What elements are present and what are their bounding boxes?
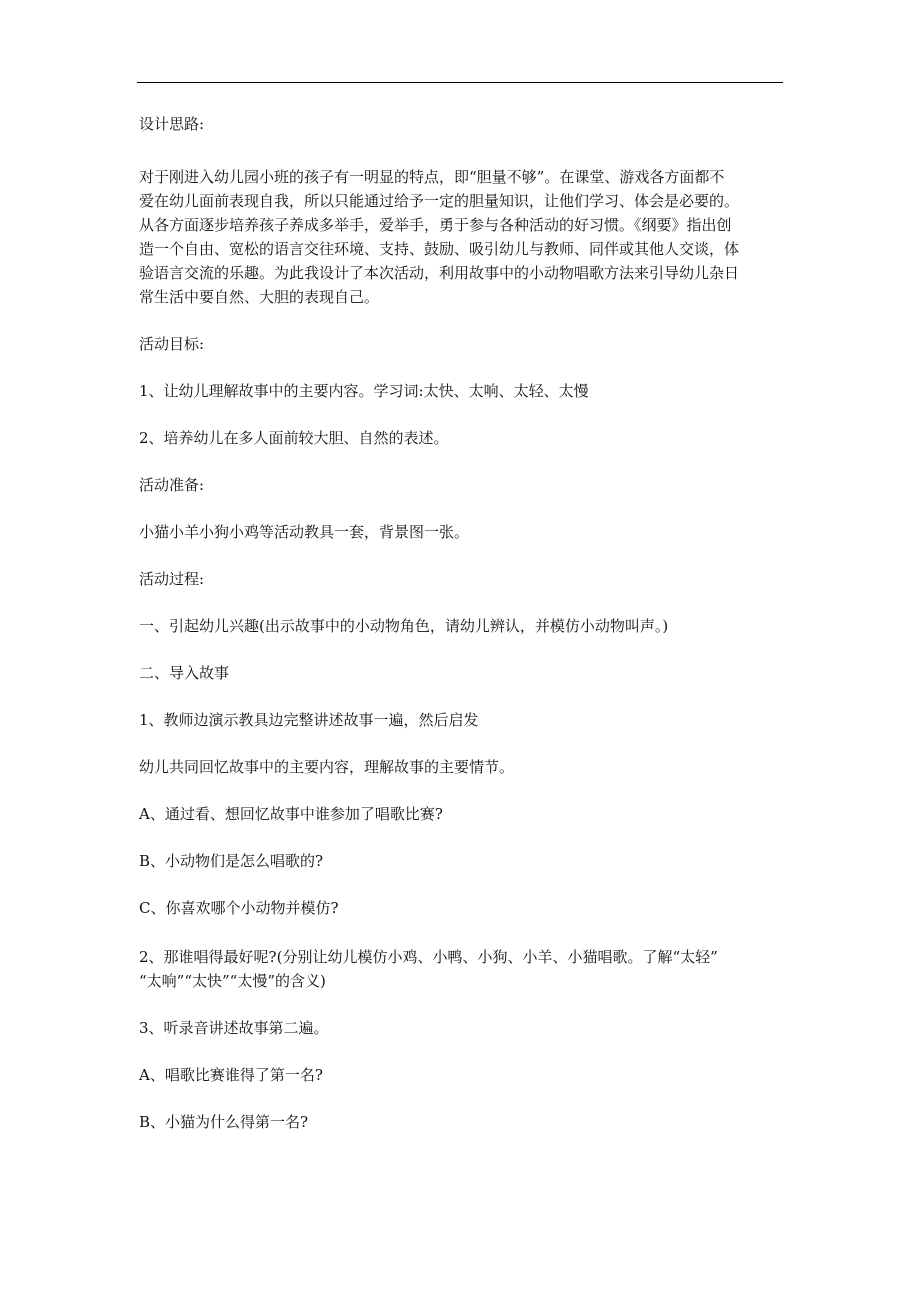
process-step: “太响”“太快”“太慢”的含义) xyxy=(139,972,326,990)
paragraph-line: 对于刚进入幼儿园小班的孩子有一明显的特点，即“胆量不够”。在课堂、游戏各方面都不 xyxy=(139,168,725,186)
heading-design-idea: 设计思路: xyxy=(139,115,205,133)
heading-activity-preparation: 活动准备: xyxy=(139,476,205,494)
process-step: 二、导入故事 xyxy=(139,664,230,682)
paragraph-line: 从各方面逐步培养孩子养成多举手，爱举手，勇于参与各种活动的好习惯。《纲要》指出创 xyxy=(139,216,732,234)
heading-activity-goals: 活动目标: xyxy=(139,335,205,353)
process-step: 2、那谁唱得最好呢?(分别让幼儿模仿小鸡、小鸭、小狗、小羊、小猫唱歌。了解“太轻” xyxy=(139,948,718,966)
question-item: A、通过看、想回忆故事中谁参加了唱歌比赛? xyxy=(139,805,443,823)
process-step: 1、教师边演示教具边完整讲述故事一遍，然后启发 xyxy=(139,711,479,729)
question-item: B、小猫为什么得第一名? xyxy=(139,1113,309,1131)
heading-activity-process: 活动过程: xyxy=(139,570,205,588)
question-item: C、你喜欢哪个小动物并模仿? xyxy=(139,899,339,917)
paragraph-line: 爱在幼儿面前表现自我，所以只能通过给予一定的胆量知识，让他们学习、体会是必要的。 xyxy=(139,192,740,210)
paragraph-line: 常生活中要自然、大胆的表现自己。 xyxy=(139,288,380,306)
goal-item: 2、培养幼儿在多人面前较大胆、自然的表述。 xyxy=(139,429,449,447)
header-rule xyxy=(137,82,783,83)
question-item: A、唱歌比赛谁得了第一名? xyxy=(139,1066,323,1084)
process-step: 幼儿共同回忆故事中的主要内容，理解故事的主要情节。 xyxy=(139,758,515,776)
process-step: 3、听录音讲述故事第二遍。 xyxy=(139,1019,329,1037)
paragraph-line: 造一个自由、宽松的语言交往环境、支持、鼓励、吸引幼儿与教师、同伴或其他人交谈，体 xyxy=(139,240,740,258)
paragraph-line: 验语言交流的乐趣。为此我设计了本次活动，利用故事中的小动物唱歌方法来引导幼儿杂日 xyxy=(139,264,740,282)
goal-item: 1、让幼儿理解故事中的主要内容。学习词:太快、太响、太轻、太慢 xyxy=(139,382,589,400)
preparation-text: 小猫小羊小狗小鸡等活动教具一套，背景图一张。 xyxy=(139,523,470,541)
question-item: B、小动物们是怎么唱歌的? xyxy=(139,852,324,870)
process-step: 一、引起幼儿兴趣(出示故事中的小动物角色，请幼儿辨认，并模仿小动物叫声。) xyxy=(139,617,669,635)
